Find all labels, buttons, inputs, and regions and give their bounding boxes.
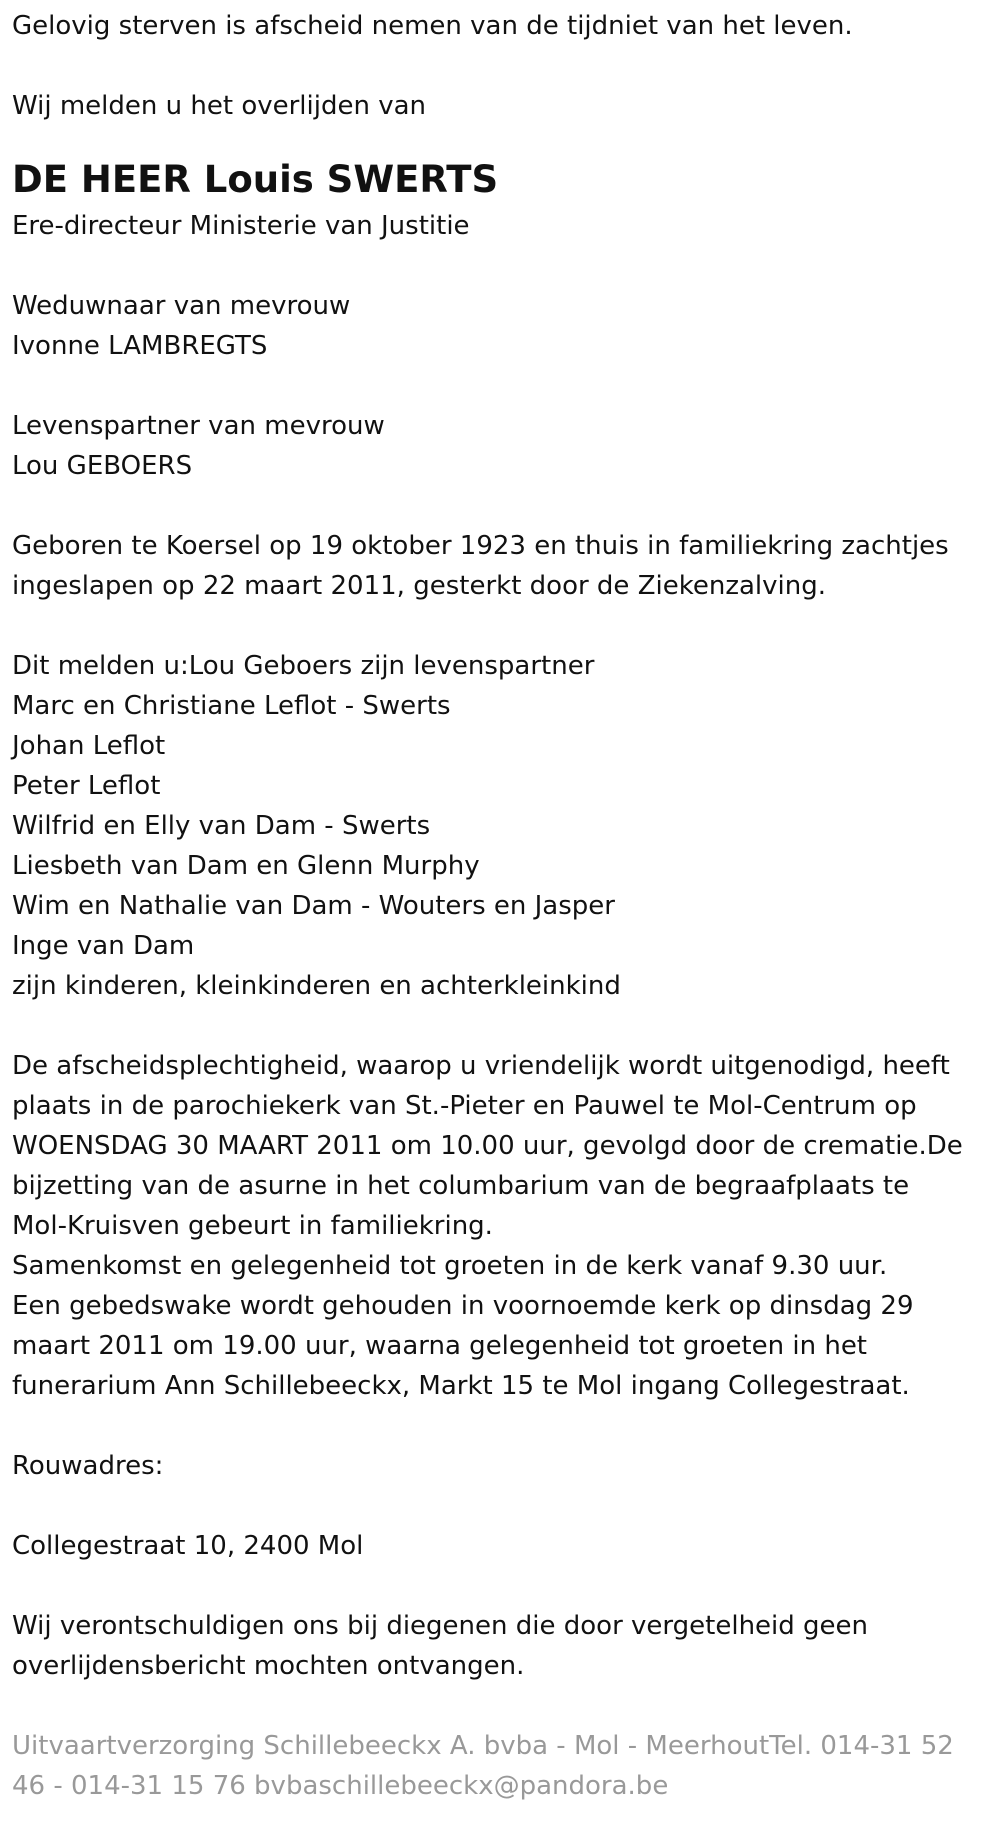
family-line: Dit melden u:Lou Geboers zijn levenspartner — [12, 651, 595, 681]
ceremony-line: Een gebedswake wordt gehouden in voornoemde kerk op dinsdag 29 — [12, 1291, 914, 1321]
birth-line-2: ingeslapen op 22 maart 2011, gesterkt door de Ziekenzalving. — [12, 571, 826, 601]
funeral-home-footer — [12, 1726, 964, 1806]
spacer — [12, 126, 964, 154]
ceremony-line: funerarium Ann Schillebeeckx, Markt 15 te Mol ingang Collegestraat. — [12, 1371, 910, 1401]
family-line: Inge van Dam — [12, 931, 195, 961]
ceremony-line: Mol-Kruisven gebeurt in familiekring. — [12, 1211, 493, 1241]
family-list — [12, 646, 964, 1006]
partner-line: Levenspartner van mevrouw — [12, 411, 385, 441]
mourning-address: Collegestraat 10, 2400 Mol — [12, 1531, 364, 1561]
spacer — [12, 486, 964, 526]
ceremony-line: Samenkomst en gelegenheid tot groeten in de kerk vanaf 9.30 uur. — [12, 1251, 888, 1281]
spacer — [12, 1486, 964, 1526]
birth-line-1: Geboren te Koersel op 19 oktober 1923 en thuis in familiekring zachtjes — [12, 531, 949, 561]
mourning-address-label: Rouwadres: — [12, 1451, 164, 1481]
family-line: zijn kinderen, kleinkinderen en achterkleinkind — [12, 971, 621, 1001]
ceremony-line: bijzetting van de asurne in het columbarium van de begraafplaats te — [12, 1171, 910, 1201]
spacer — [12, 246, 964, 286]
spacer — [12, 366, 964, 406]
ceremony-line: De afscheidsplechtigheid, waarop u vriendelijk wordt uitgenodigd, heeft — [12, 1051, 950, 1081]
spacer — [12, 1686, 964, 1726]
deceased-name: DE HEER Louis SWERTS — [12, 158, 499, 201]
apology-line-1: Wij verontschuldigen ons bij diegenen die door vergetelheid geen — [12, 1611, 869, 1641]
family-line: Peter Leflot — [12, 771, 161, 801]
widower-line: Weduwnaar van mevrouw — [12, 291, 351, 321]
apology-line-2: overlijdensbericht mochten ontvangen. — [12, 1651, 525, 1681]
footer-line-2: 46 - 014-31 15 76 bvbaschillebeeckx@pandora.be — [12, 1771, 669, 1801]
ceremony-line: plaats in de parochiekerk van St.-Pieter en Pauwel te Mol-Centrum op — [12, 1091, 917, 1121]
deceased-title: Ere-directeur Ministerie van Justitie — [12, 211, 470, 241]
spacer — [12, 1406, 964, 1446]
spacer — [12, 1566, 964, 1606]
partner-name: Lou GEBOERS — [12, 451, 193, 481]
spacer — [12, 46, 964, 86]
family-line: Wilfrid en Elly van Dam - Swerts — [12, 811, 431, 841]
family-line: Marc en Christiane Leflot - Swerts — [12, 691, 451, 721]
intro-quote: Gelovig sterven is afscheid nemen van de tijdniet van het leven. — [12, 11, 853, 41]
spacer — [12, 1006, 964, 1046]
announcement-line: Wij melden u het overlijden van — [12, 91, 427, 121]
ceremony-paragraph — [12, 1046, 964, 1406]
widower-spouse-name: Ivonne LAMBREGTS — [12, 331, 268, 361]
family-line: Wim en Nathalie van Dam - Wouters en Jasper — [12, 891, 615, 921]
family-line: Johan Leflot — [12, 731, 166, 761]
family-line: Liesbeth van Dam en Glenn Murphy — [12, 851, 480, 881]
ceremony-line: maart 2011 om 19.00 uur, waarna gelegenheid tot groeten in het — [12, 1331, 868, 1361]
ceremony-line: WOENSDAG 30 MAART 2011 om 10.00 uur, gevolgd door de crematie.De — [12, 1131, 963, 1161]
spacer — [12, 606, 964, 646]
footer-line-1: Uitvaartverzorging Schillebeeckx A. bvba - Mol - MeerhoutTel. 014-31 52 — [12, 1731, 954, 1761]
